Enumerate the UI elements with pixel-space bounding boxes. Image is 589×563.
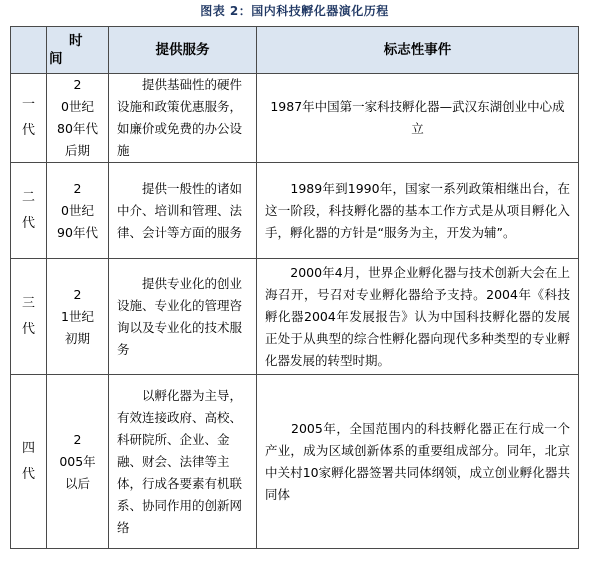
time-line: 2 [73, 77, 82, 92]
time-line: 初期 [64, 330, 90, 346]
time-line: 0世纪 [61, 202, 94, 218]
time-line: 005年 [59, 453, 96, 469]
generation-char: 四 [21, 440, 35, 456]
header-time [47, 27, 109, 74]
generation-cell [11, 74, 47, 163]
table-row [11, 163, 579, 259]
time-line: 后期 [64, 143, 90, 158]
time-cell [47, 375, 109, 549]
header-time-line1: 时 [69, 33, 83, 49]
generation-char: 一 [21, 97, 35, 112]
generation-char: 二 [21, 189, 35, 205]
generation-char: 代 [21, 215, 35, 231]
time-line: 1世纪 [61, 308, 94, 324]
services-cell: 提供基础性的硬件设施和政策优惠服务，如廉价或免费的办公设施 [109, 74, 257, 163]
generation-char: 代 [21, 321, 35, 337]
table-header-row [11, 27, 579, 74]
events-cell: 2000年4月，世界企业孵化器与技术创新大会在上海召开，号召对专业孵化器给予支持。2004年《科技孵化器2004年发展报告》认为中国科技孵化器的发展正处于从典型的综合性孵化器向现代多种类型的专业孵化器发展的转型时期。 [257, 259, 579, 375]
header-generation [11, 27, 47, 74]
generation-cell [11, 259, 47, 375]
header-services: 提供服务 [109, 27, 257, 74]
time-cell [47, 74, 109, 163]
services-cell: 提供专业化的创业设施、专业化的管理咨询以及专业化的技术服务 [109, 259, 257, 375]
time-cell [47, 259, 109, 375]
events-cell: 2005年，全国范围内的科技孵化器正在行成一个产业，成为区域创新体系的重要组成部分。同年，北京中关村10家孵化器签署共同体纲领，成立创业孵化器共同体 [257, 375, 579, 549]
header-time-line2: 间 [49, 51, 63, 67]
generation-char: 三 [21, 295, 35, 311]
time-cell [47, 163, 109, 259]
time-line: 2 [73, 180, 82, 196]
table-row [11, 259, 579, 375]
services-cell: 提供一般性的诸如中介、培训和管理、法律、会计等方面的服务 [109, 163, 257, 259]
header-events: 标志性事件 [257, 27, 579, 74]
table-caption: 图表 2：国内科技孵化器演化历程 [200, 4, 389, 18]
generation-char: 代 [21, 466, 35, 482]
time-line: 2 [73, 286, 82, 302]
generation-cell [11, 163, 47, 259]
events-cell: 1989年到1990年，国家一系列政策相继出台，在这一阶段，科技孵化器的基本工作方式是从项目孵化入手，孵化器的方针是“服务为主，开发为辅”。 [257, 163, 579, 259]
time-line: 0世纪 [61, 99, 94, 114]
table-row [11, 375, 579, 549]
time-line: 80年代 [57, 121, 98, 136]
events-cell: 1987年中国第一家科技孵化器—武汉东湖创业中心成立 [257, 74, 579, 163]
services-cell: 以孵化器为主导，有效连接政府、高校、科研院所、企业、金融、财会、法律等主体，行成各要素有机联系、协同作用的创新网络 [109, 375, 257, 549]
time-line: 90年代 [57, 224, 98, 240]
time-line: 2 [73, 431, 82, 447]
incubator-evolution-table [10, 26, 579, 549]
time-line: 以后 [64, 475, 90, 491]
table-row [11, 74, 579, 163]
generation-cell [11, 375, 47, 549]
generation-char: 代 [21, 123, 35, 138]
